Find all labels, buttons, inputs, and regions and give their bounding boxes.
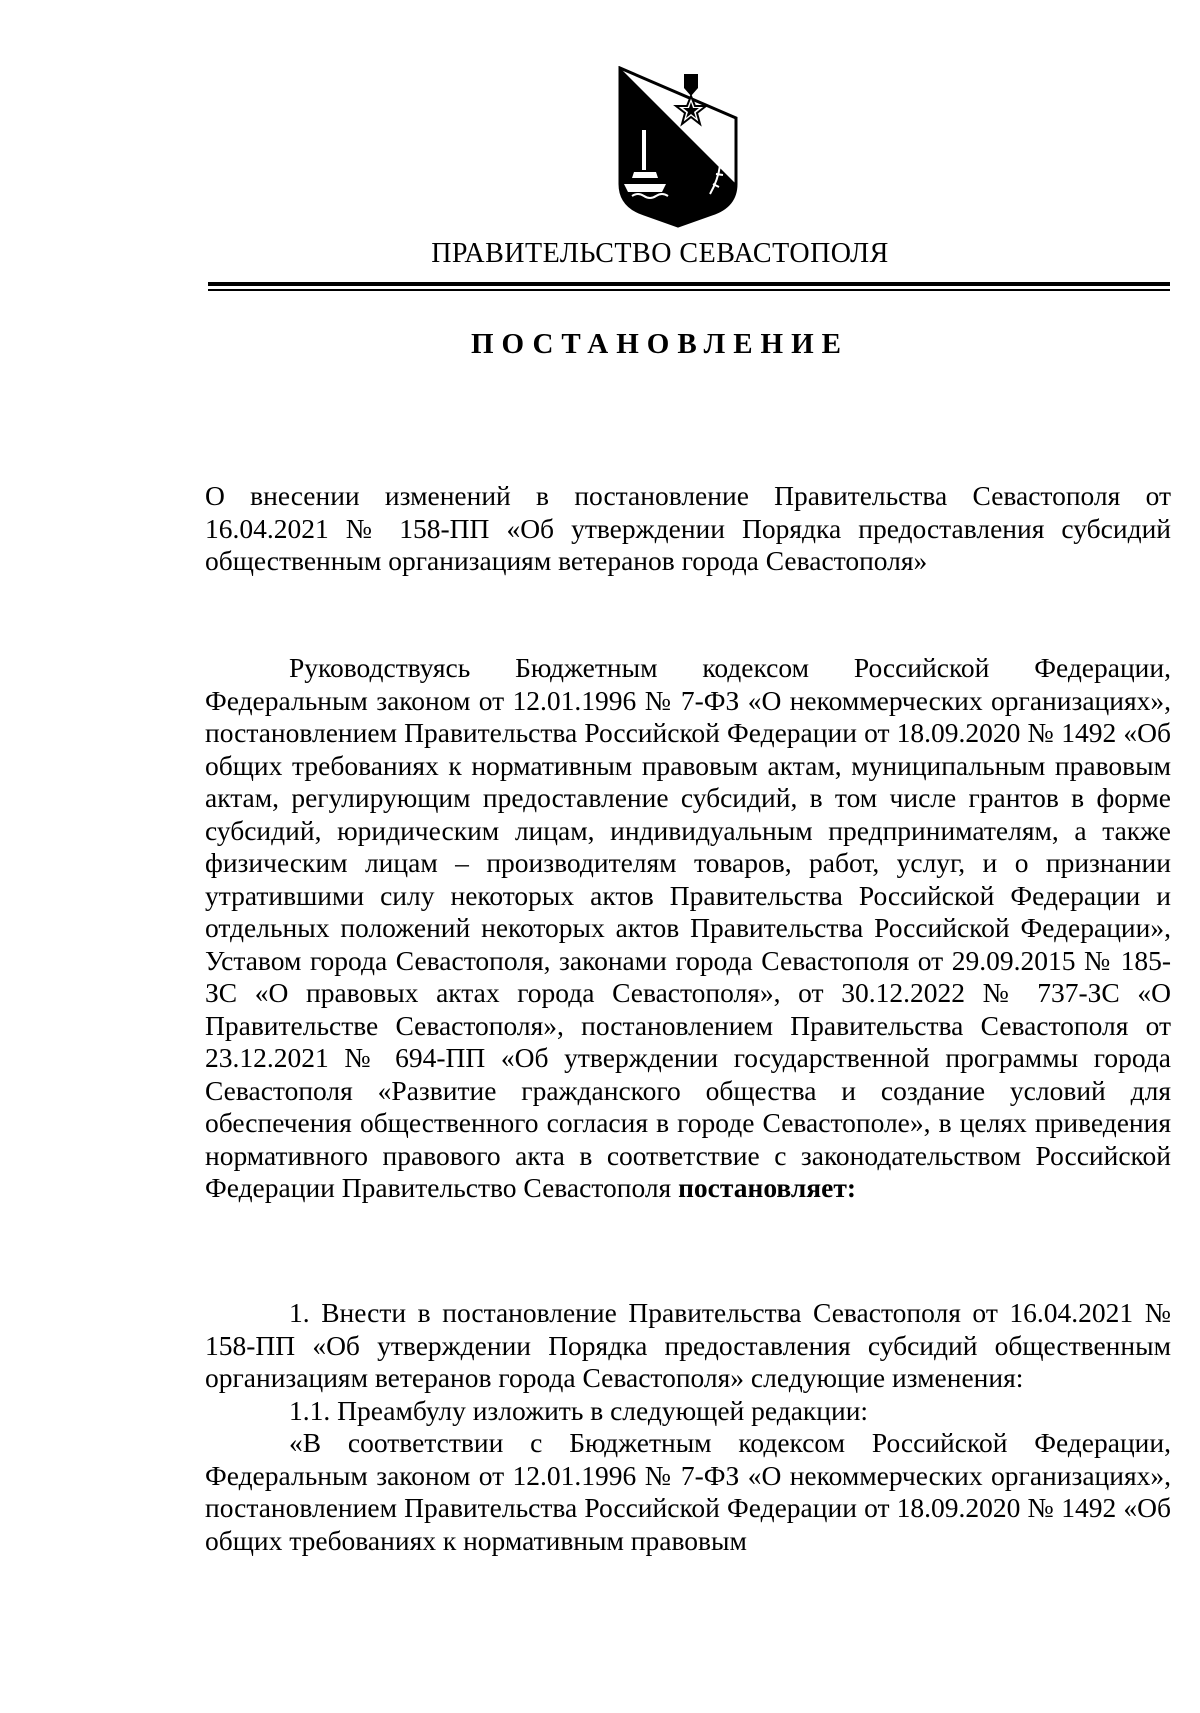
item-1: 1. Внести в постановление Правительства Севастополя от 16.04.2021 № 158-ПП «Об утверждении Порядка предоставления субсидий общественным организациям ветеранов города Севастополя» следующие изменения: [205,1297,1171,1393]
decree-items [205,1297,1171,1557]
preamble-text: Руководствуясь Бюджетным кодексом Российской Федерации, Федеральным законом от 12.01.1996 № 7-ФЗ «О некоммерческих организациях», постановлением Правительства Российской Федерации от 18.09.2020 № 1492 «Об общих требованиях к нормативным правовым актам, муниципальным правовым актам, регулирующим предоставление субсидий, в том числе грантов в форме субсидий, юридическим лицам, индивидуальным предпринимателям, а также физическим лицам – производителям товаров, работ, услуг, и о признании утратившими силу некоторых актов Правительства Российской Федерации и отдельных положений некоторых актов Правительства Российской Федерации», Уставом города Севастополя, законами города Севастополя от 29.09.2015 № 185-ЗС «О правовых актах города Севастополя», от 30.12.2022 № 737-ЗС «О Правительстве Севастополя», постановлением Правительства Севастополя от 23.12.2021 № 694-ПП «Об утверждении государственной программы города Севастополя «Развитие гражданского общества и создание условий для обеспечения общественного согласия в городе Севастополе», в целях приведения нормативного правового акта в соответствие с законодательством Российской Федерации Правительство Севастополя [205,652,1171,1203]
sevastopol-coat-of-arms [614,66,742,228]
organization-title: ПРАВИТЕЛЬСТВО СЕВАСТОПОЛЯ [431,238,889,269]
item-1-1: 1.1. Преамбулу изложить в следующей редакции: [289,1394,869,1426]
document-type: ПОСТАНОВЛЕНИЕ [470,328,849,360]
resolves-keyword: постановляет: [678,1172,857,1203]
header-divider-thick [208,282,1170,286]
header-divider-thin [208,289,1170,291]
document-subject: О внесении изменений в постановление Правительства Севастополя от 16.04.2021 № 158-ПП «Об утверждении Порядка предоставления субсидий общественным организациям ветеранов города Севастополя» [205,480,1171,576]
preamble [205,652,1171,1205]
item-1-1-quote: «В соответствии с Бюджетным кодексом Российской Федерации, Федеральным законом от 12.01.1996 № 7-ФЗ «О некоммерческих организациях», постановлением Правительства Российской Федерации от 18.09.2020 № 1492 «Об общих требованиях к нормативным правовым [205,1427,1171,1556]
